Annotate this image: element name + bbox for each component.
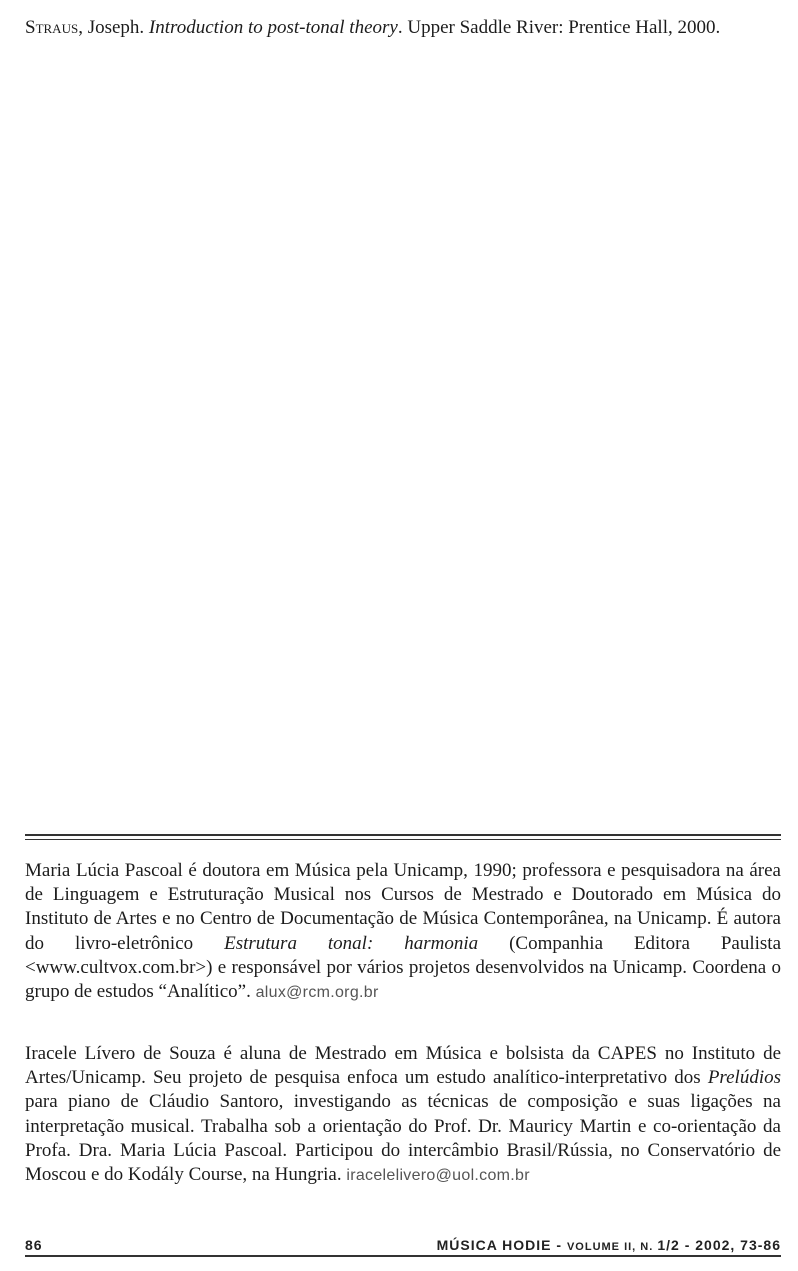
section-divider bbox=[25, 834, 781, 840]
bio-text: Maria Lúcia Pascoal é doutora em Música pela Unicamp, 1990; professora e pesquisadora na área de Linguagem e Estruturação Musical nos Cursos de Mestrado e Doutorado em Música do Instituto de Artes e no Centro de Documentação de Música Contemporânea, na Unicamp. É autora do livro-eletrônico bbox=[25, 860, 781, 954]
author-bio-souza bbox=[25, 1042, 781, 1188]
reference-author-surname: Straus bbox=[25, 17, 79, 38]
bibliography-entry bbox=[25, 15, 781, 41]
bio-email: iracelelivero@uol.com.br bbox=[346, 1167, 530, 1185]
reference-publisher: . Upper Saddle River: Prentice Hall, 2000. bbox=[397, 17, 721, 38]
bio-text: Iracele Lívero de Souza é aluna de Mestrado em Música e bolsista da CAPES no Instituto de Artes/Unicamp. Seu projeto de pesquisa enfoca um estudo analítico-interpretativo dos bbox=[25, 1043, 781, 1089]
bio-book-title: Estrutura tonal: harmonia bbox=[224, 932, 479, 954]
journal-name: MÚSICA HODIE - bbox=[436, 1237, 567, 1253]
bio-text-continued: (Companhia Editora Paulista <www.cultvox.com.br>) e responsável por vários projetos desenvolvidos na Unicamp. Coordena o grupo de estudos “Analítico”. bbox=[25, 932, 781, 1003]
page-number: 86 bbox=[25, 1237, 43, 1253]
reference-author-rest: , Joseph. bbox=[78, 17, 149, 38]
journal-volume: VOLUME II, N. bbox=[566, 1241, 658, 1253]
page-footer bbox=[25, 1237, 781, 1257]
journal-issue: 1/2 - 2002, 73-86 bbox=[657, 1237, 781, 1253]
reference-title: Introduction to post-tonal theory bbox=[148, 17, 398, 38]
bio-email: alux@rcm.org.br bbox=[255, 984, 379, 1002]
bio-work-title: Prelúdios bbox=[707, 1067, 781, 1089]
bio-text-continued: para piano de Cláudio Santoro, investigando as técnicas de composição e suas ligações na interpretação musical. Trabalha sob a orientação do Prof. Dr. Mauricy Martin e co-orientação da Profa. Dra. Maria Lúcia Pascoal. Participou do intercâmbio Brasil/Rússia, no Conservatório de Moscou e do Kodály Course, na Hungria. bbox=[25, 1091, 781, 1186]
journal-citation bbox=[437, 1237, 781, 1253]
author-bio-pascoal bbox=[25, 859, 781, 1005]
